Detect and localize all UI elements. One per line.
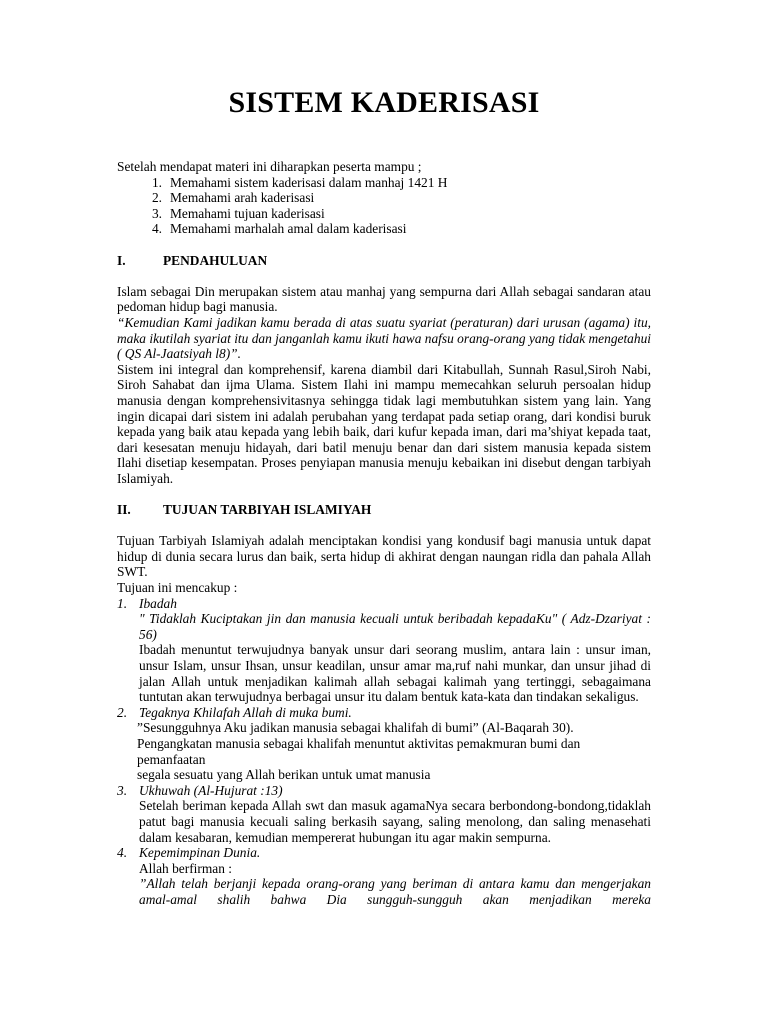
paragraph: Tujuan Tarbiyah Islamiyah adalah menciptakan kondisi yang kondusif bagi manusia untuk dapat hidup di dunia secara lurus dan baik, serta hidup di akhirat dengan naungan ridla dan pahala Allah SWT. bbox=[117, 533, 651, 580]
objective-item bbox=[117, 190, 651, 206]
goal-body: Allah berfirman : bbox=[139, 860, 232, 876]
paragraph: Sistem ini integral dan komprehensif, karena diambil dari Kitabullah, Sunnah Rasul,Siroh Nabi, Siroh Sahabat dan ijma Ulama. Sistem Ilahi ini mampu memecahkan seluruh persoalan hidup manusia dengan komprehensivitasnya sehingga tidak lagi membutuhkan sistem yang lain. Yang ingin dicapai dari sistem ini adalah perubahan yang terdapat pada setiap orang, dari kondisi buruk kepada yang baik atau kepada yang lebih baik, dari kufur kepada iman, dari ma’shiyat kepada taat, dari kesesatan menuju hidayah, dari batil menuju benar dan dari sistem manusia kepada sistem Ilahi disetiap kesempatan. Proses penyiapan manusia menuju kebaikan ini disebut dengan tarbiyah Islamiyah. bbox=[117, 361, 651, 486]
objective-text: Memahami tujuan kaderisasi bbox=[170, 205, 325, 221]
goal-item-heading bbox=[117, 845, 651, 861]
paragraph: Tujuan ini mencakup : bbox=[117, 580, 238, 596]
goal-number: 4. bbox=[117, 845, 128, 861]
goal-body: segala sesuatu yang Allah berikan untuk umat manusia bbox=[137, 767, 431, 783]
section-heading-tujuan bbox=[117, 502, 651, 518]
objective-item bbox=[117, 206, 651, 222]
objective-number: 2. bbox=[151, 190, 162, 206]
objective-number: 1. bbox=[151, 174, 162, 190]
intro-text: Setelah mendapat materi ini diharapkan peserta mampu ; bbox=[117, 159, 422, 174]
goal-body: Pengangkatan manusia sebagai khalifah menuntut aktivitas pemakmuran bumi dan pemanfaatan bbox=[137, 735, 581, 767]
goal-title: Ukhuwah (Al-Hujurat :13) bbox=[139, 782, 283, 798]
section-number: II. bbox=[117, 502, 131, 518]
objective-item bbox=[117, 175, 651, 191]
goal-quote: ”Allah telah berjanji kepada orang-orang yang beriman di antara kamu dan mengerjakan amal-amal shalih bahwa Dia sungguh-sungguh akan menjadikan mereka bbox=[139, 876, 651, 907]
document-title: SISTEM KADERISASI bbox=[228, 86, 540, 119]
objective-text: Memahami arah kaderisasi bbox=[170, 190, 315, 206]
objective-number: 3. bbox=[151, 205, 162, 221]
goal-item-heading bbox=[117, 705, 651, 721]
quote-paragraph: “Kemudian Kami jadikan kamu berada di atas suatu syariat (peraturan) dari urusan (agama) itu, maka ikutilah syariat itu dan janganlah kamu ikuti hawa nafsu orang-orang yang tidak mengetahui ( QS Al-Jaatsiyah l8)”. bbox=[117, 314, 651, 362]
goal-number: 3. bbox=[117, 782, 128, 798]
goal-title: Kepemimpinan Dunia. bbox=[139, 845, 261, 861]
section-title: TUJUAN TARBIYAH ISLAMIYAH bbox=[163, 502, 372, 518]
goal-item-heading bbox=[117, 596, 651, 612]
goal-number: 2. bbox=[117, 704, 128, 720]
objective-text: Memahami marhalah amal dalam kaderisasi bbox=[170, 221, 407, 237]
goal-number: 1. bbox=[117, 595, 128, 611]
goal-quote: ”Sesungguhnya Aku jadikan manusia sebagai khalifah di bumi” (Al-Baqarah 30). bbox=[137, 720, 574, 736]
section-heading-pendahuluan bbox=[117, 253, 651, 269]
objective-text: Memahami sistem kaderisasi dalam manhaj 1421 H bbox=[170, 174, 448, 190]
paragraph: Islam sebagai Din merupakan sistem atau manhaj yang sempurna dari Allah sebagai sandaran atau pedoman hidup bagi manusia. bbox=[117, 283, 651, 315]
section-title: PENDAHULUAN bbox=[163, 252, 268, 268]
section-number: I. bbox=[117, 252, 126, 268]
goal-item-heading bbox=[117, 783, 651, 799]
objective-item bbox=[117, 221, 651, 237]
goal-body: Setelah beriman kepada Allah swt dan masuk agamaNya secara berbondong-bondong,tidaklah patut bagi manusia kecuali saling berkasih sayang, saling menolong, dan saling menasehati dalam kesabaran, kemudian mempererat hubungan itu agar makin sempurna. bbox=[139, 798, 651, 845]
document-body bbox=[117, 159, 651, 908]
goal-body: Ibadah menuntut terwujudnya banyak unsur dari seorang muslim, antara lain : unsur iman, unsur Islam, unsur Ihsan, unsur keadilan, unsur amar ma,ruf nahi munkar, dan unsur jihad di jalan Allah untuk menjadikan kalimah allah sebagai kalimah yang tertinggi, sebagaimana tuntutan akan terwujudnya berbagai unsur itu dalam bentuk kata-kata dan tindakan sekaligus. bbox=[139, 642, 651, 705]
goal-title: Ibadah bbox=[139, 595, 177, 611]
objectives-list bbox=[117, 175, 651, 237]
goal-title: Tegaknya Khilafah Allah di muka bumi. bbox=[139, 704, 352, 720]
goal-quote: " Tidaklah Kuciptakan jin dan manusia kecuali untuk beribadah kepadaKu" ( Adz-Dzariyat : 56) bbox=[139, 611, 651, 642]
objective-number: 4. bbox=[151, 221, 162, 237]
